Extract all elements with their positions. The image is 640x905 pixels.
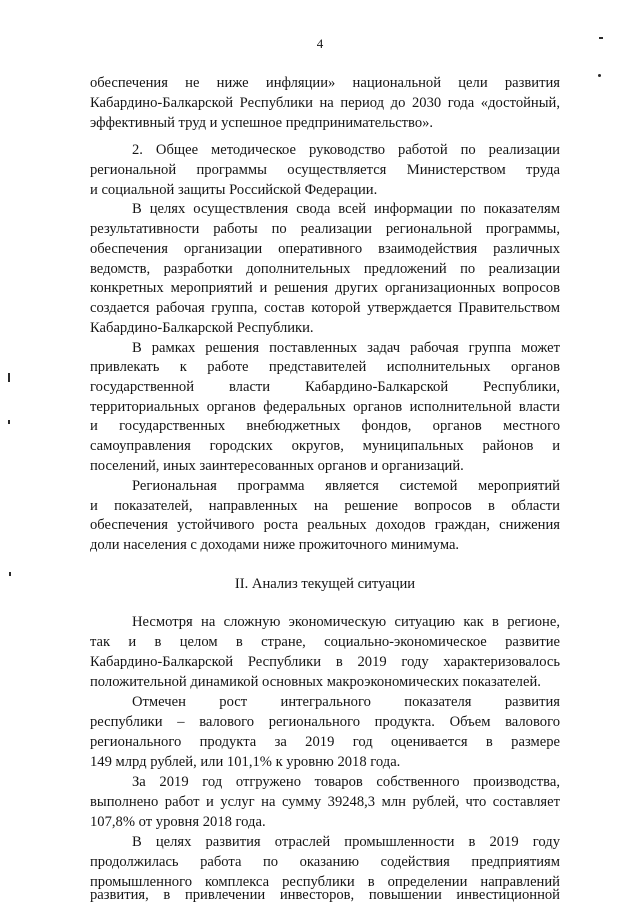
scan-artifact: [8, 373, 10, 382]
text-line: республики – валового регионального продукта. Объем валового: [90, 714, 560, 730]
text-line: обеспечения устойчивого роста реальных доходов граждан, снижения: [90, 517, 560, 533]
text-line: доли населения с доходами ниже прожиточного минимума.: [90, 537, 460, 553]
text-line: привлекать к работе представителей исполнительных органов: [90, 359, 560, 375]
text-line: Кабардино-Балкарской Республики.: [90, 320, 314, 336]
text-line: эффективный труд и успешное предпринимательство».: [90, 115, 434, 131]
text-line: В рамках решения поставленных задач рабочая группа может: [132, 340, 560, 356]
text-line: и государственных внебюджетных фондов, органов местного: [90, 418, 560, 434]
text-line: Кабардино-Балкарской Республики в 2019 году характеризовалось: [90, 654, 560, 670]
text-line: обеспечения не ниже инфляции» национальной цели развития: [90, 75, 560, 91]
text-line: положительной динамикой основных макроэкономических показателей.: [90, 674, 541, 690]
page-number: 4: [316, 36, 324, 51]
text-line: Кабардино-Балкарской Республики на период до 2030 года «достойный,: [90, 95, 560, 111]
scan-artifact: [9, 572, 11, 576]
text-line: В целях развития отраслей промышленности в 2019 году: [132, 834, 560, 850]
text-line: 149 млрд рублей, или 101,1% к уровню 2018 года.: [90, 754, 401, 770]
text-line: и показателей, направленных на решение вопросов в области: [90, 498, 560, 514]
section-heading: II. Анализ текущей ситуации: [234, 576, 416, 592]
text-line: выполнено работ и услуг на сумму 39248,3 млн рублей, что составляет: [90, 794, 560, 810]
text-line: создается рабочая группа, состав которой утверждается Правительством: [90, 300, 560, 316]
scan-artifact: [598, 74, 601, 77]
text-line: и социальной защиты Российской Федерации.: [90, 182, 378, 198]
text-line: 2. Общее методическое руководство работой по реализации: [132, 142, 560, 158]
text-line: региональной программы осуществляется Министерством труда: [90, 162, 560, 178]
text-line: продолжилась работа по оказанию содействия предприятиям: [90, 854, 560, 870]
text-line: поселений, иных заинтересованных органов и организаций.: [90, 458, 464, 474]
text-line: промышленного комплекса республики в определении направлений: [90, 874, 560, 890]
text-line: развития, в привлечении инвесторов, повышении инвестиционной: [90, 887, 560, 903]
text-line: территориальных органов федеральных органов исполнительной власти: [90, 399, 560, 415]
text-line: Отмечен рост интегрального показателя развития: [132, 694, 560, 710]
text-line: 107,8% от уровня 2018 года.: [90, 814, 266, 830]
text-line: В целях осуществления свода всей информации по показателям: [132, 201, 560, 217]
text-line: обеспечения организации оперативного взаимодействия различных: [90, 241, 560, 257]
scan-artifact: [8, 420, 10, 424]
text-line: ведомств, разработки дополнительных предложений по реализации: [90, 261, 560, 277]
text-line: результативности работы по реализации региональной программы,: [90, 221, 560, 237]
text-line: государственной власти Кабардино-Балкарской Республики,: [90, 379, 560, 395]
text-line: самоуправления городских округов, муниципальных районов и: [90, 438, 560, 454]
text-line: Несмотря на сложную экономическую ситуацию как в регионе,: [132, 614, 560, 630]
text-line: Региональная программа является системой мероприятий: [132, 478, 560, 494]
scan-artifact: [599, 37, 603, 39]
text-line: так и в целом в стране, социально-экономическое развитие: [90, 634, 560, 650]
text-line: конкретных мероприятий и решения других организационных вопросов: [90, 280, 560, 296]
text-line: За 2019 год отгружено товаров собственного производства,: [132, 774, 560, 790]
text-line: регионального продукта за 2019 год оценивается в размере: [90, 734, 560, 750]
